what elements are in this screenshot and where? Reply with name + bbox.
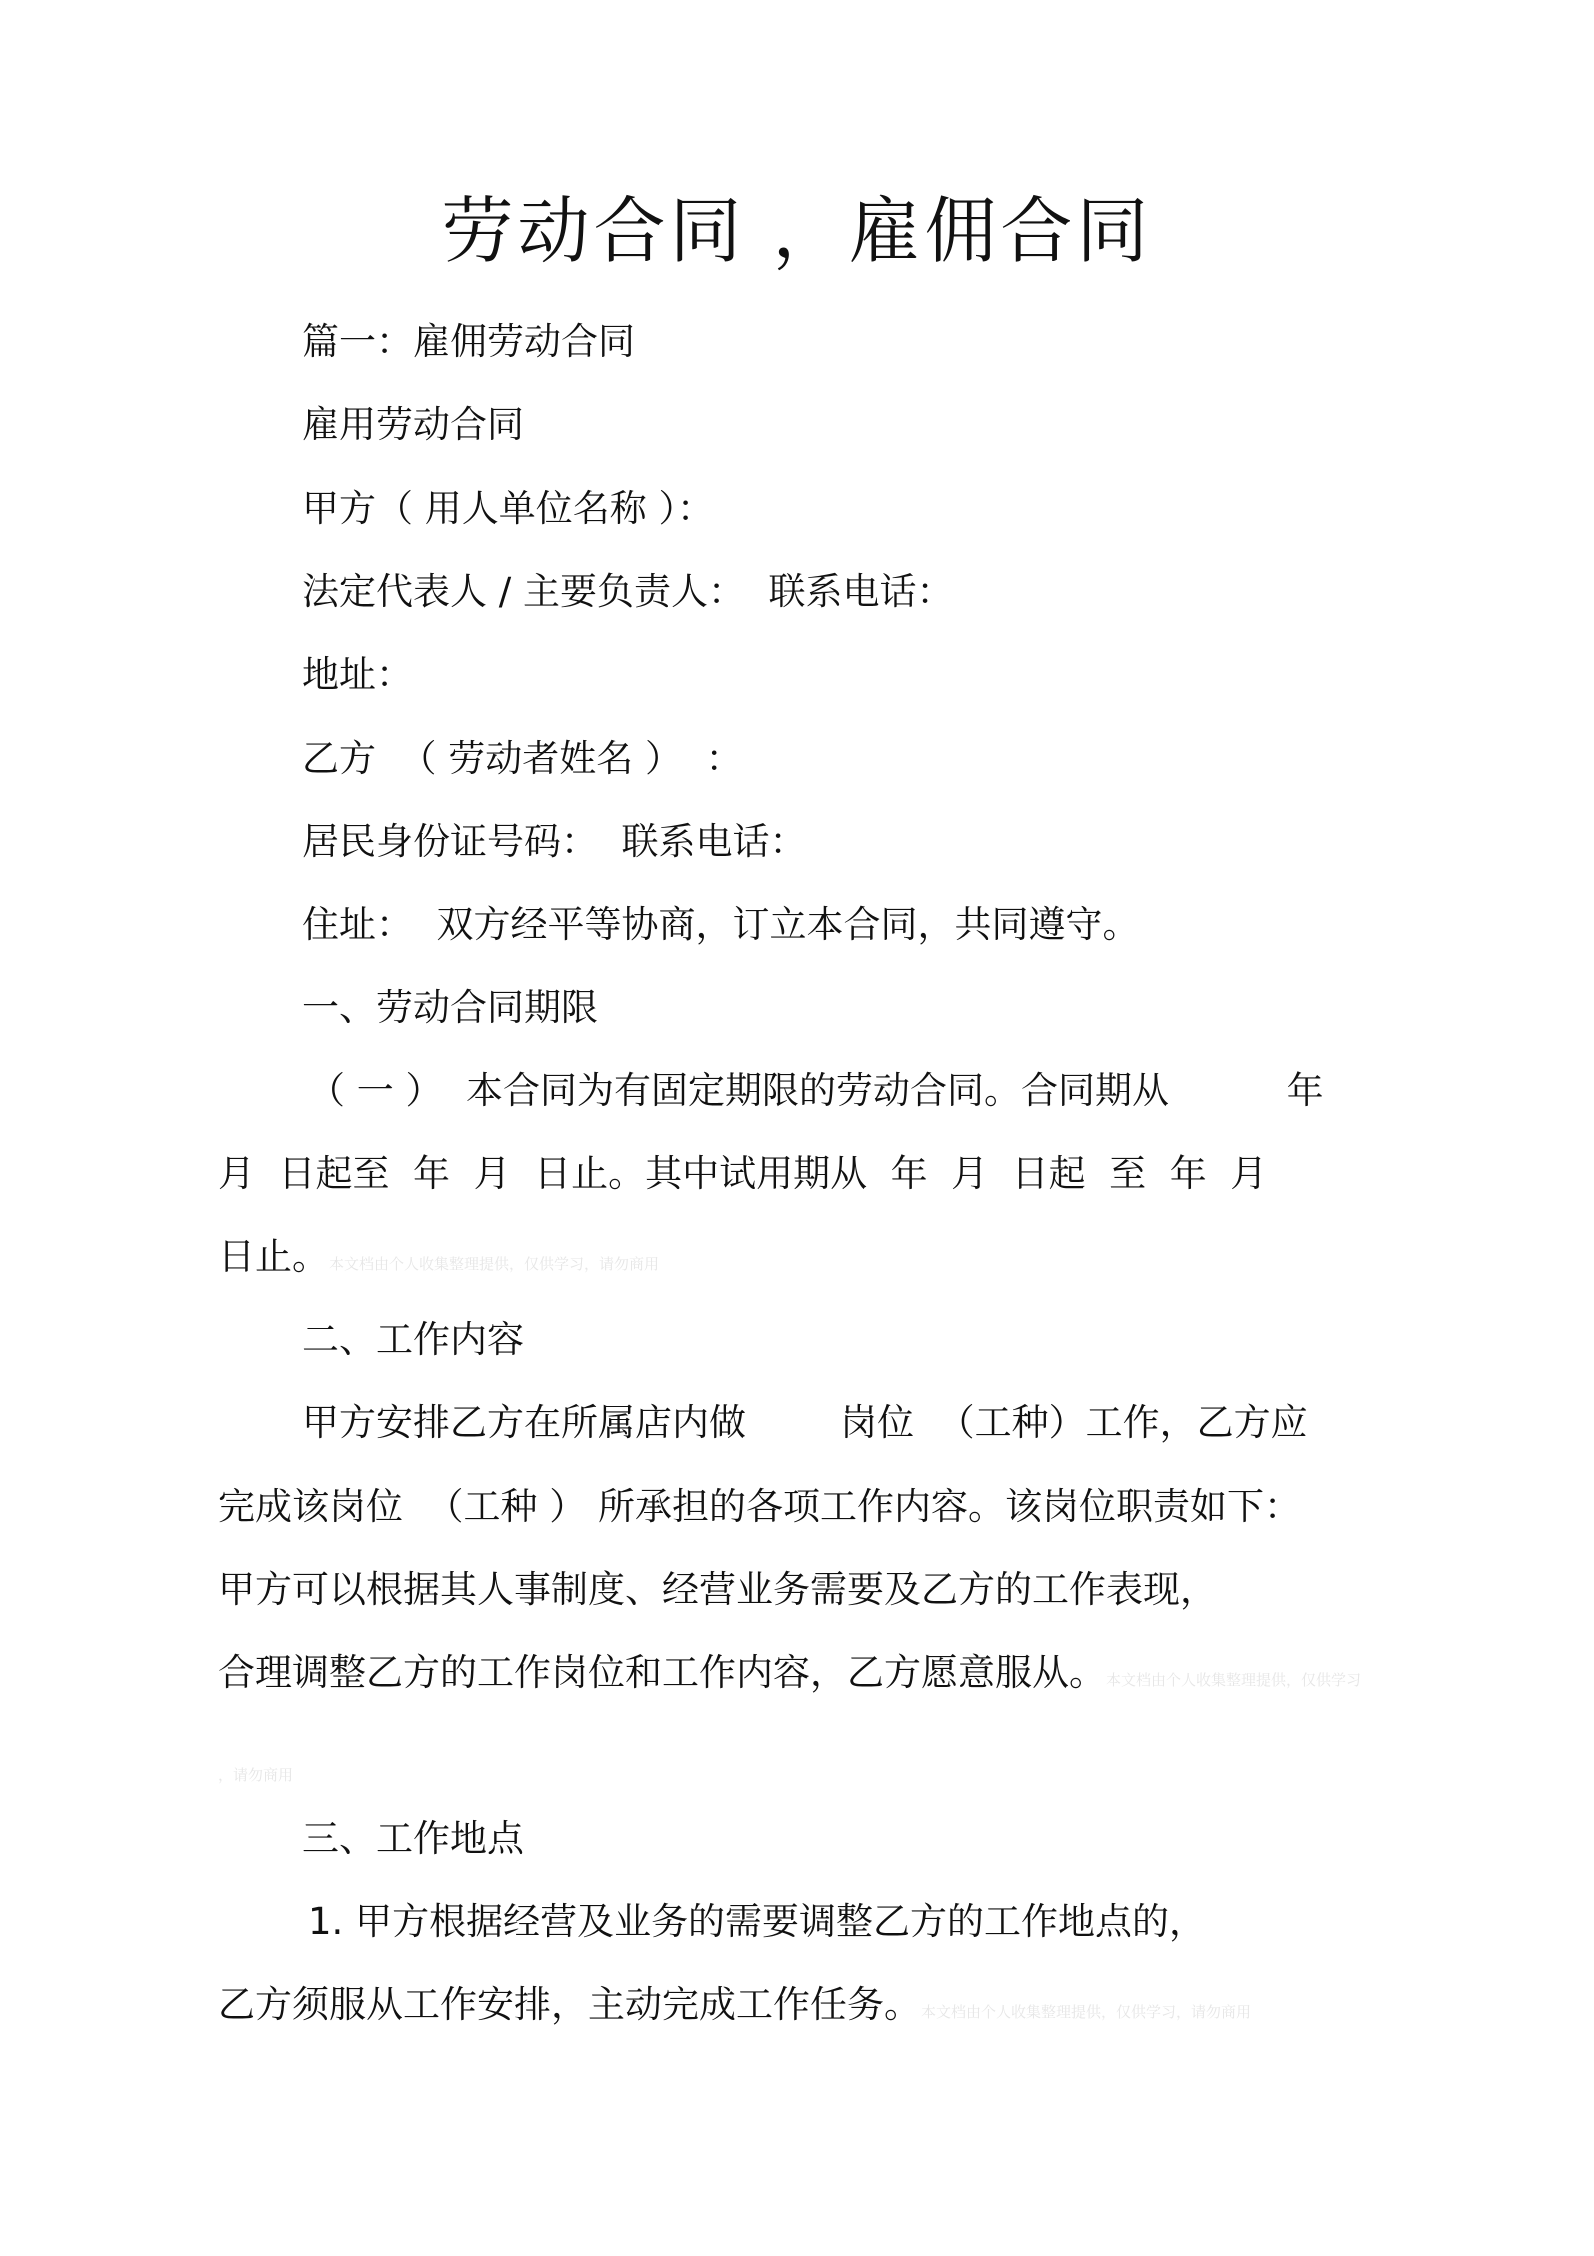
clause-3-text-1: 1. 甲方根据经营及业务的需要调整乙方的工作地点的， [308, 1900, 1207, 1943]
clause-1-text-3 [218, 1234, 659, 1287]
clause-2-text-1: 甲方安排乙方在所属店内做 岗位 （工种）工作，乙方应 [302, 1401, 1308, 1444]
address-line: 地址： [302, 653, 413, 696]
residence-line: 住址： 双方经平等协商，订立本合同，共同遵守。 [302, 903, 1140, 946]
clause-1-heading: 一、劳动合同期限 [302, 986, 598, 1029]
watermark-note: 本文档由个人收集整理提供，仅供学习 [1106, 1671, 1362, 1689]
document-title: 劳动合同 ，雇佣合同 [441, 189, 1153, 273]
watermark-continuation [218, 1745, 293, 1798]
clause-2-text-4-main: 合理调整乙方的工作岗位和工作内容，乙方愿意服从。 [218, 1651, 1106, 1694]
clause-1-text-2: 月 日起至 年 月 日止。其中试用期从 年 月 日起 至 年 月 [218, 1152, 1268, 1195]
watermark-note: 本文档由个人收集整理提供，仅供学习，请勿商用 [921, 2003, 1252, 2021]
party-b-line: 乙方 （ 劳动者姓名 ） ： [302, 737, 743, 780]
watermark-note: ，请勿商用 [218, 1766, 294, 1784]
contract-subtitle: 雇用劳动合同 [302, 403, 524, 446]
clause-2-text-2: 完成该岗位 （工种 ） 所承担的各项工作内容。该岗位职责如下： [218, 1485, 1302, 1528]
watermark-note: 本文档由个人收集整理提供，仅供学习，请勿商用 [329, 1255, 660, 1273]
clause-3-heading: 三、工作地点 [302, 1817, 524, 1860]
clause-2-heading: 二、工作内容 [302, 1318, 524, 1361]
clause-1-text-1: （ 一 ） 本合同为有固定期限的劳动合同。合同期从 年 [308, 1069, 1324, 1112]
clause-1-text-3-main: 日止。 [218, 1235, 329, 1278]
legal-rep-line: 法定代表人 / 主要负责人： 联系电话： [302, 570, 954, 613]
clause-2-text-4 [218, 1650, 1361, 1703]
id-number-line: 居民身份证号码： 联系电话： [302, 820, 807, 863]
clause-2-text-3: 甲方可以根据其人事制度、经营业务需要及乙方的工作表现， [218, 1568, 1217, 1611]
party-a-line: 甲方（ 用人单位名称 ）： [302, 487, 715, 530]
clause-3-text-2 [218, 1982, 1251, 2035]
clause-3-text-2-main: 乙方须服从工作安排，主动完成工作任务。 [218, 1983, 921, 2026]
section-heading-part1: 篇一：雇佣劳动合同 [302, 320, 635, 363]
